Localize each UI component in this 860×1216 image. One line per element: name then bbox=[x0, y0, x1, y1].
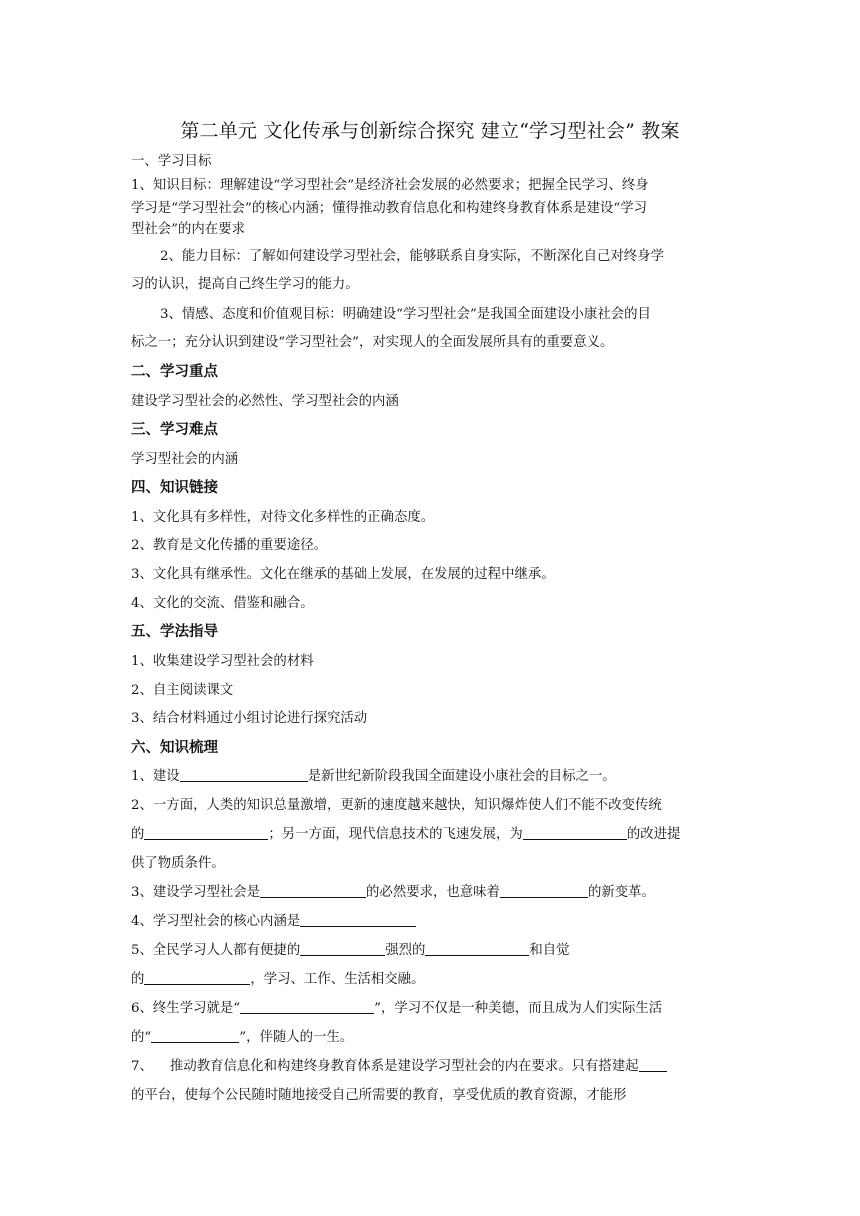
review-question-1 bbox=[131, 768, 741, 786]
goal-attitude-line-1: 3、情感、态度和价值观目标：明确建设“学习型社会”是我国全面建设小康社会的目 bbox=[160, 307, 651, 322]
q1-text-b: 是新世纪新阶段我国全面建设小康社会的目标之一。 bbox=[307, 769, 616, 784]
method-1: 1、收集建设学习型社会的材料 bbox=[131, 654, 314, 669]
q4-text-a: 4、学习型社会的核心内涵是 bbox=[131, 914, 301, 929]
review-question-4 bbox=[131, 913, 741, 931]
q6-text-a: 6、终生学习就是“ bbox=[131, 1001, 241, 1016]
fill-blank[interactable] bbox=[144, 971, 250, 985]
fill-blank[interactable] bbox=[425, 942, 529, 956]
section-heading-difficulties: 三、学习难点 bbox=[131, 422, 218, 438]
goal-knowledge-line-2: 学习是“学习型社会”的核心内涵；懂得推动教育信息化和构建终身教育体系是建设“学习 bbox=[131, 201, 647, 216]
q6-text-b: ”，学习不仅是一种美德，而且成为人们实际生活 bbox=[374, 1001, 663, 1016]
review-question-5-line-2 bbox=[131, 971, 741, 989]
q5-text-b: 强烈的 bbox=[385, 943, 426, 958]
knowledge-link-1: 1、文化具有多样性，对待文化多样性的正确态度。 bbox=[131, 510, 435, 525]
review-question-5-line-1 bbox=[131, 942, 741, 960]
q2-text-a: 的 bbox=[131, 827, 145, 842]
review-question-3 bbox=[131, 884, 741, 902]
fill-blank[interactable] bbox=[260, 884, 366, 898]
section-heading-knowledge-links: 四、知识链接 bbox=[131, 480, 218, 496]
review-question-6-line-2 bbox=[131, 1029, 741, 1047]
q7-text-a: 7、 推动教育信息化和构建终身教育体系是建设学习型社会的内在要求。只有搭建起 bbox=[131, 1059, 639, 1074]
section-heading-key-points: 二、学习重点 bbox=[131, 364, 218, 380]
fill-blank[interactable] bbox=[300, 942, 385, 956]
q1-text-a: 1、建设 bbox=[131, 769, 180, 784]
q3-text-b: 的必然要求，也意味着 bbox=[366, 885, 500, 900]
review-question-7-line-2: 的平台，使每个公民随时随地接受自己所需要的教育，享受优质的教育资源，才能形 bbox=[131, 1088, 627, 1103]
fill-blank[interactable] bbox=[523, 826, 627, 840]
section-heading-goals: 一、学习目标 bbox=[131, 154, 212, 169]
q3-text-a: 3、建设学习型社会是 bbox=[131, 885, 261, 900]
document-title: 第二单元 文化传承与创新综合探究 建立“学习型社会” 教案 bbox=[180, 120, 680, 142]
review-question-2-line-3: 供了物质条件。 bbox=[131, 856, 225, 871]
method-2: 2、自主阅读课文 bbox=[131, 683, 234, 698]
q2-text-b: ；另一方面，现代信息技术的飞速发展，为 bbox=[268, 827, 523, 842]
goal-ability-line-1: 2、能力目标：了解如何建设学习型社会，能够联系自身实际，不断深化自己对终身学 bbox=[160, 249, 664, 264]
review-question-2-line-1: 2、一方面，人类的知识总量激增，更新的速度越来越快，知识爆炸使人们不能不改变传统 bbox=[131, 798, 662, 813]
goal-knowledge-line-3: 型社会”的内在要求 bbox=[131, 222, 245, 237]
fill-blank[interactable] bbox=[300, 913, 416, 927]
fill-blank[interactable] bbox=[500, 884, 588, 898]
difficulties-text: 学习型社会的内涵 bbox=[131, 452, 239, 467]
fill-blank[interactable] bbox=[144, 826, 268, 840]
section-heading-knowledge-review: 六、知识梳理 bbox=[131, 740, 218, 756]
knowledge-link-4: 4、文化的交流、借鉴和融合。 bbox=[131, 596, 314, 611]
fill-blank[interactable] bbox=[180, 768, 308, 782]
q6-text-c: 的“ bbox=[131, 1030, 152, 1045]
q5-text-c: 和自觉 bbox=[529, 943, 570, 958]
fill-blank[interactable] bbox=[151, 1029, 239, 1043]
q6-text-d: ”，伴随人的一生。 bbox=[239, 1030, 354, 1045]
knowledge-link-3: 3、文化具有继承性。文化在继承的基础上发展，在发展的过程中继承。 bbox=[131, 567, 555, 582]
key-points-text: 建设学习型社会的必然性、学习型社会的内涵 bbox=[131, 394, 399, 409]
goal-attitude-line-2: 标之一；充分认识到建设“学习型社会”，对实现人的全面发展所具有的重要意义。 bbox=[131, 335, 614, 350]
review-question-6-line-1 bbox=[131, 1000, 741, 1018]
q5-text-a: 5、全民学习人人都有便捷的 bbox=[131, 943, 301, 958]
q5-text-e: ，学习、工作、生活相交融。 bbox=[250, 972, 425, 987]
section-heading-methods: 五、学法指导 bbox=[131, 624, 218, 640]
fill-blank[interactable] bbox=[639, 1058, 667, 1072]
review-question-2-line-2 bbox=[131, 826, 741, 844]
goal-ability-line-2: 习的认识，提高自己终生学习的能力。 bbox=[131, 277, 359, 292]
q5-text-d: 的 bbox=[131, 972, 145, 987]
goal-knowledge-line-1: 1、知识目标：理解建设“学习型社会”是经济社会发展的必然要求；把握全民学习、终身 bbox=[131, 178, 649, 193]
method-3: 3、结合材料通过小组讨论进行探究活动 bbox=[131, 711, 368, 726]
review-question-7-line-1 bbox=[131, 1058, 741, 1076]
q2-text-c: 的改进提 bbox=[626, 827, 681, 842]
fill-blank[interactable] bbox=[240, 1000, 374, 1014]
knowledge-link-2: 2、教育是文化传播的重要途径。 bbox=[131, 538, 327, 553]
q3-text-c: 的新变革。 bbox=[587, 885, 655, 900]
